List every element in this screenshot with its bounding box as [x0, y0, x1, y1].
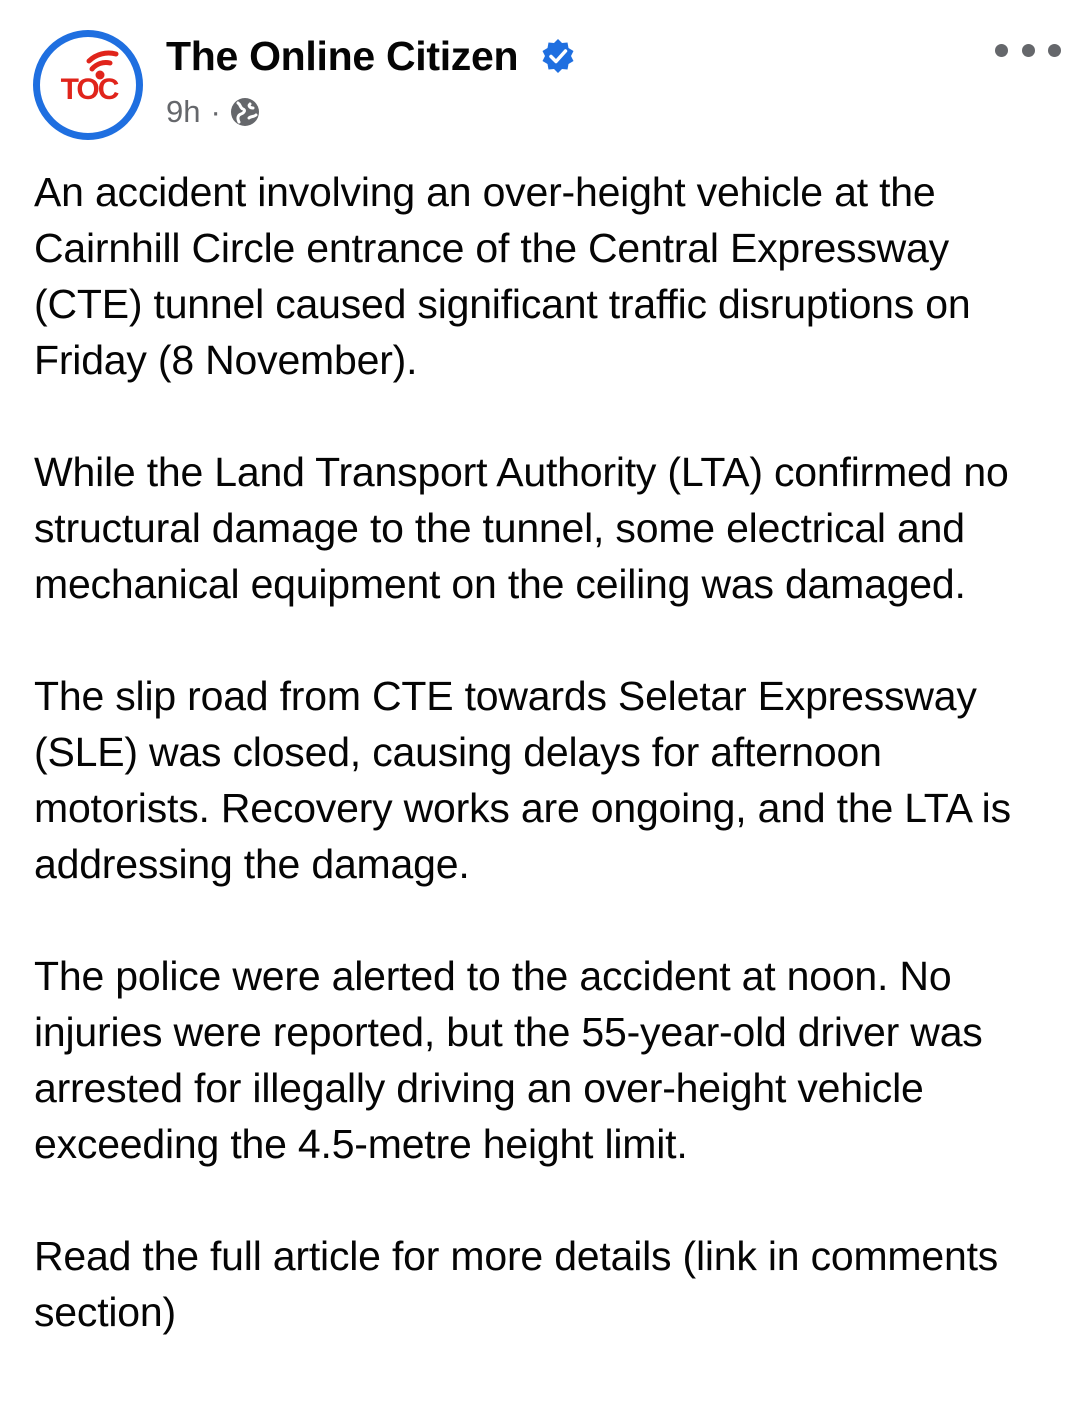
post-header — [0, 0, 1080, 150]
verified-badge-icon — [540, 38, 576, 74]
post-paragraph: The police were alerted to the accident at noon. No injuries were reported, but the 55-year-old driver was arrested for illegally driving an over-height vehicle exceeding the 4.5-metre height limit. — [34, 953, 983, 1167]
page-avatar[interactable] — [33, 30, 143, 140]
more-dot — [1048, 44, 1061, 57]
post-timestamp[interactable]: 9h — [166, 94, 201, 129]
post-paragraph: Read the full article for more details (link in comments section) — [34, 1233, 999, 1335]
post-paragraph: An accident involving an over-height vehicle at the Cairnhill Circle entrance of the Central Expressway (CTE) tunnel caused significant traffic disruptions on Friday (8 November). — [34, 169, 971, 383]
post-body — [34, 164, 1059, 1396]
post-paragraph: The slip road from CTE towards Seletar Expressway (SLE) was closed, causing delays for afternoon motorists. Recovery works are ongoing, and the LTA is addressing the damage. — [34, 673, 1011, 887]
svg-text:TOC: TOC — [60, 73, 118, 106]
post-meta — [166, 92, 261, 132]
globe-icon[interactable] — [229, 96, 261, 128]
toc-logo-icon — [40, 37, 136, 133]
post-paragraph: While the Land Transport Authority (LTA) confirmed no structural damage to the tunnel, some electrical and mechanical equipment on the ceiling was damaged. — [34, 449, 1009, 607]
meta-separator: · — [210, 94, 221, 129]
page-name[interactable]: The Online Citizen — [166, 33, 519, 79]
more-options-icon[interactable] — [995, 30, 1061, 70]
more-dot — [995, 44, 1008, 57]
more-dot — [1022, 44, 1035, 57]
